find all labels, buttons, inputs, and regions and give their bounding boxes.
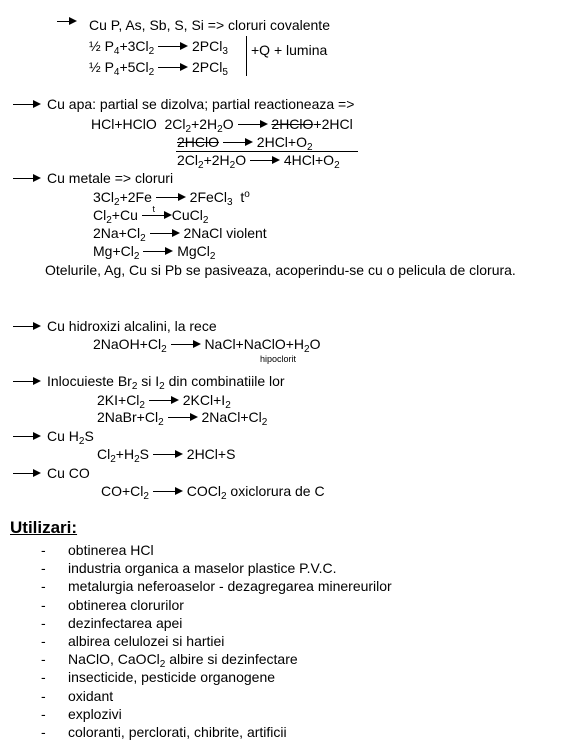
- arrow-right-icon: [250, 152, 280, 169]
- arrow-right-icon: [143, 243, 173, 260]
- section-water: Cu apa: partial se dizolva; partial reactioneaza =>: [13, 96, 354, 113]
- reaction-mgcl2: $Mg+Cl_2$ MgCl$_2$: [93, 243, 216, 262]
- uses-list: [41, 541, 392, 741]
- arrow-right-icon: [13, 96, 41, 113]
- list-item: - dezinfectarea apei: [41, 614, 183, 631]
- arrow-right-icon: [13, 428, 41, 445]
- reaction-cucl2: $Cl_2+Cu$ t CuCl$_2$: [93, 204, 209, 226]
- reaction-nabr: $2NaBr+Cl_2$ $2NaCl+Cl_2$: [97, 409, 268, 428]
- arrow-right-icon: [238, 116, 268, 133]
- list-item: - coloranti, perclorati, chibrite, artificii: [41, 723, 287, 740]
- list-item: - insecticide, pesticide organogene: [41, 669, 276, 686]
- bracket-line: [246, 36, 247, 76]
- hypochlorite-label: hipoclorit: [260, 354, 297, 364]
- arrow-right-icon: [13, 170, 41, 187]
- arrow-right-icon: [153, 446, 183, 463]
- condition-note: +Q + lumina: [251, 42, 328, 58]
- list-item: - albirea celulozei si hartiei: [41, 632, 225, 649]
- section-displacement: Inlocuieste $Br_2$ si $I_2$ din combinatiile lor: [13, 373, 285, 390]
- reaction-water-sum: $2Cl_2+2H_2O$ $4HCl+O_2$: [177, 152, 340, 171]
- arrow-right-icon: [13, 373, 41, 390]
- arrow-right-icon: [13, 318, 41, 335]
- section-metals: Cu metale => cloruri: [13, 170, 173, 187]
- reaction-water-2: 2HClO $2HCl+O_2$: [177, 134, 313, 153]
- arrow-right-icon: [13, 465, 41, 482]
- section-hydroxides: Cu hidroxizi alcalini, la rece: [13, 318, 217, 335]
- arrow-right-icon: [223, 134, 253, 151]
- arrow-right-icon: [168, 409, 198, 426]
- list-item: - obtinerea HCl: [41, 542, 154, 558]
- arrow-right-icon: [153, 483, 183, 500]
- list-item: - explozivi: [41, 705, 122, 722]
- arrow-right-icon: [158, 59, 188, 76]
- reaction-pcl3: ½ $P_4+3Cl_2$ 2PCl$_3$: [89, 38, 228, 57]
- reaction-nacl: $2Na+Cl_2$ 2NaCl violent: [93, 225, 267, 244]
- reaction-h2s: $Cl_2+H_2S$ 2HCl+S: [97, 446, 236, 465]
- list-item: - industria organica a maselor plastice P.V.C.: [41, 560, 337, 577]
- reaction-kcl: $2KI+Cl_2$ $2KCl+I_2$: [97, 392, 231, 411]
- uses-heading: Utilizari:: [10, 518, 78, 537]
- reaction-fecl3: $3Cl_2+2Fe$ 2FeCl$_3$ $t^o$: [93, 189, 250, 208]
- reaction-hypochlorite: $2NaOH+Cl_2$ $NaCl+NaClO+H_2O$: [93, 336, 321, 355]
- section-phosphorus: Cu P, As, Sb, S, Si => cloruri covalente: [57, 13, 330, 34]
- section-co: Cu CO: [13, 465, 90, 482]
- list-item: - obtinerea clorurilor: [41, 596, 184, 613]
- passivation-note: Otelurile, Ag, Cu si Pb se pasiveaza, acoperindu-se cu o pelicula de clorura.: [45, 262, 516, 278]
- arrow-right-icon: [158, 38, 188, 55]
- reaction-water-1: HCl+HClO $2Cl_2+2H_2O$ 2HClO+2HCl: [91, 116, 353, 135]
- list-item: - metalurgia neferoaselor - dezagregarea minereurilor: [41, 578, 392, 595]
- arrow-right-icon: [57, 13, 77, 30]
- arrow-right-icon: [171, 336, 201, 353]
- arrow-right-icon: t: [142, 207, 172, 224]
- arrow-right-icon: [150, 225, 180, 242]
- reaction-phosgene: $CO+Cl_2$ COCl$_2$ oxiclorura de C: [101, 483, 325, 502]
- list-item: - oxidant: [41, 687, 114, 704]
- list-item: - NaClO, CaOCl$_2$ albire si dezinfectare: [41, 651, 298, 671]
- section-h2s: Cu $H_2S$: [13, 428, 94, 445]
- reaction-pcl5: ½ $P_4+5Cl_2$ 2PCl$_5$: [89, 59, 228, 78]
- arrow-right-icon: [149, 392, 179, 409]
